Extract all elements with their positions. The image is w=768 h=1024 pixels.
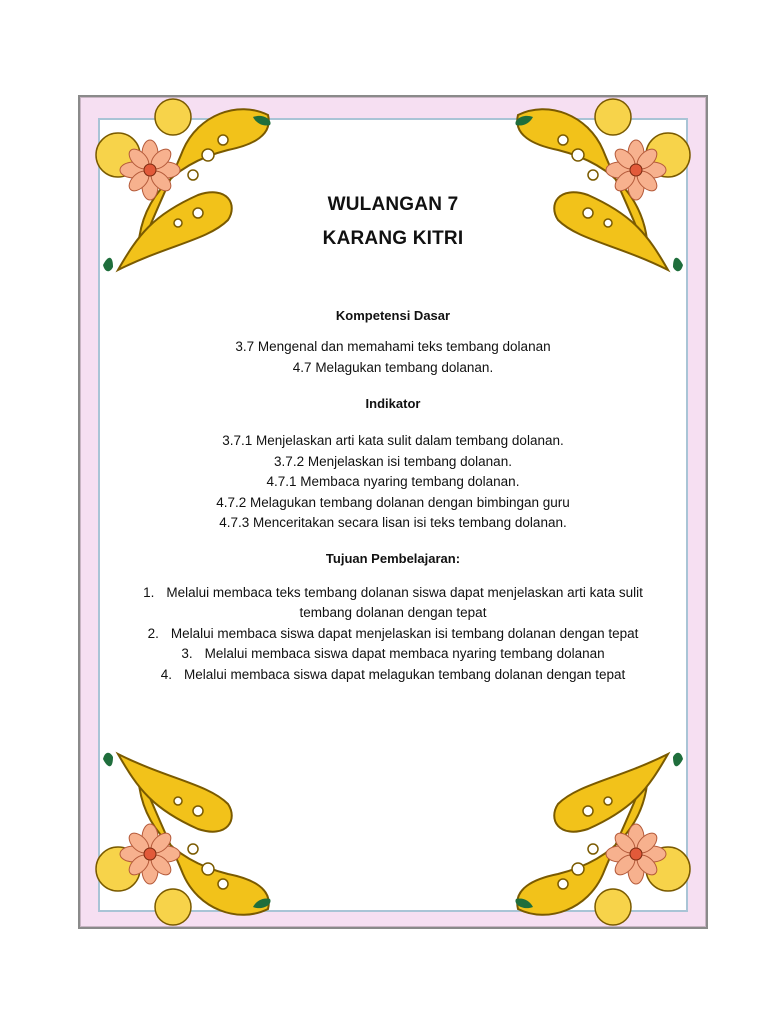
indikator-list xyxy=(100,431,686,534)
tujuan-pembelajaran-list xyxy=(100,583,686,686)
tujuan-item-number: 4. xyxy=(160,666,172,682)
tujuan-item xyxy=(100,665,686,686)
floral-corner-ornament-bottom-left xyxy=(78,729,278,929)
tujuan-item xyxy=(100,624,686,645)
tujuan-item-continuation: tembang dolanan dengan tepat xyxy=(299,605,487,620)
tujuan-item-number: 1. xyxy=(143,584,155,600)
tujuan-item-number: 2. xyxy=(147,625,159,641)
title-line-2: KARANG KITRI xyxy=(322,228,464,249)
title-line-1: WULANGAN 7 xyxy=(327,194,459,215)
tujuan-item-number: 3. xyxy=(181,646,193,661)
tujuan-pembelajaran-heading: Tujuan Pembelajaran: xyxy=(325,550,461,566)
tujuan-item-text: Melalui membaca siswa dapat membaca nyaring tembang dolanan xyxy=(204,646,605,661)
tujuan-item xyxy=(100,644,686,665)
indikator-heading: Indikator xyxy=(365,396,421,411)
indikator-item: 4.7.1 Membaca nyaring tembang dolanan. xyxy=(266,474,520,489)
kompetensi-dasar-item: 3.7 Mengenal dan memahami teks tembang dolanan xyxy=(235,339,551,354)
kompetensi-dasar-list xyxy=(100,337,686,378)
indikator-item: 4.7.3 Menceritakan secara lisan isi teks tembang dolanan. xyxy=(219,515,567,530)
tujuan-item xyxy=(100,583,686,604)
tujuan-item-text: Melalui membaca siswa dapat melagukan tembang dolanan dengan tepat xyxy=(183,666,626,682)
indikator-item: 3.7.1 Menjelaskan arti kata sulit dalam tembang dolanan. xyxy=(222,433,564,448)
indikator-item: 4.7.2 Melagukan tembang dolanan dengan bimbingan guru xyxy=(216,494,570,510)
indikator-item: 3.7.2 Menjelaskan isi tembang dolanan. xyxy=(274,453,512,469)
tujuan-item-text: Melalui membaca teks tembang dolanan siswa dapat menjelaskan arti kata sulit xyxy=(166,584,643,600)
document-content xyxy=(100,188,686,685)
kompetensi-dasar-heading: Kompetensi Dasar xyxy=(335,308,451,323)
floral-corner-ornament-bottom-right xyxy=(508,729,708,929)
kompetensi-dasar-item: 4.7 Melagukan tembang dolanan. xyxy=(292,359,494,375)
tujuan-item-text: Melalui membaca siswa dapat menjelaskan isi tembang dolanan dengan tepat xyxy=(170,625,639,641)
